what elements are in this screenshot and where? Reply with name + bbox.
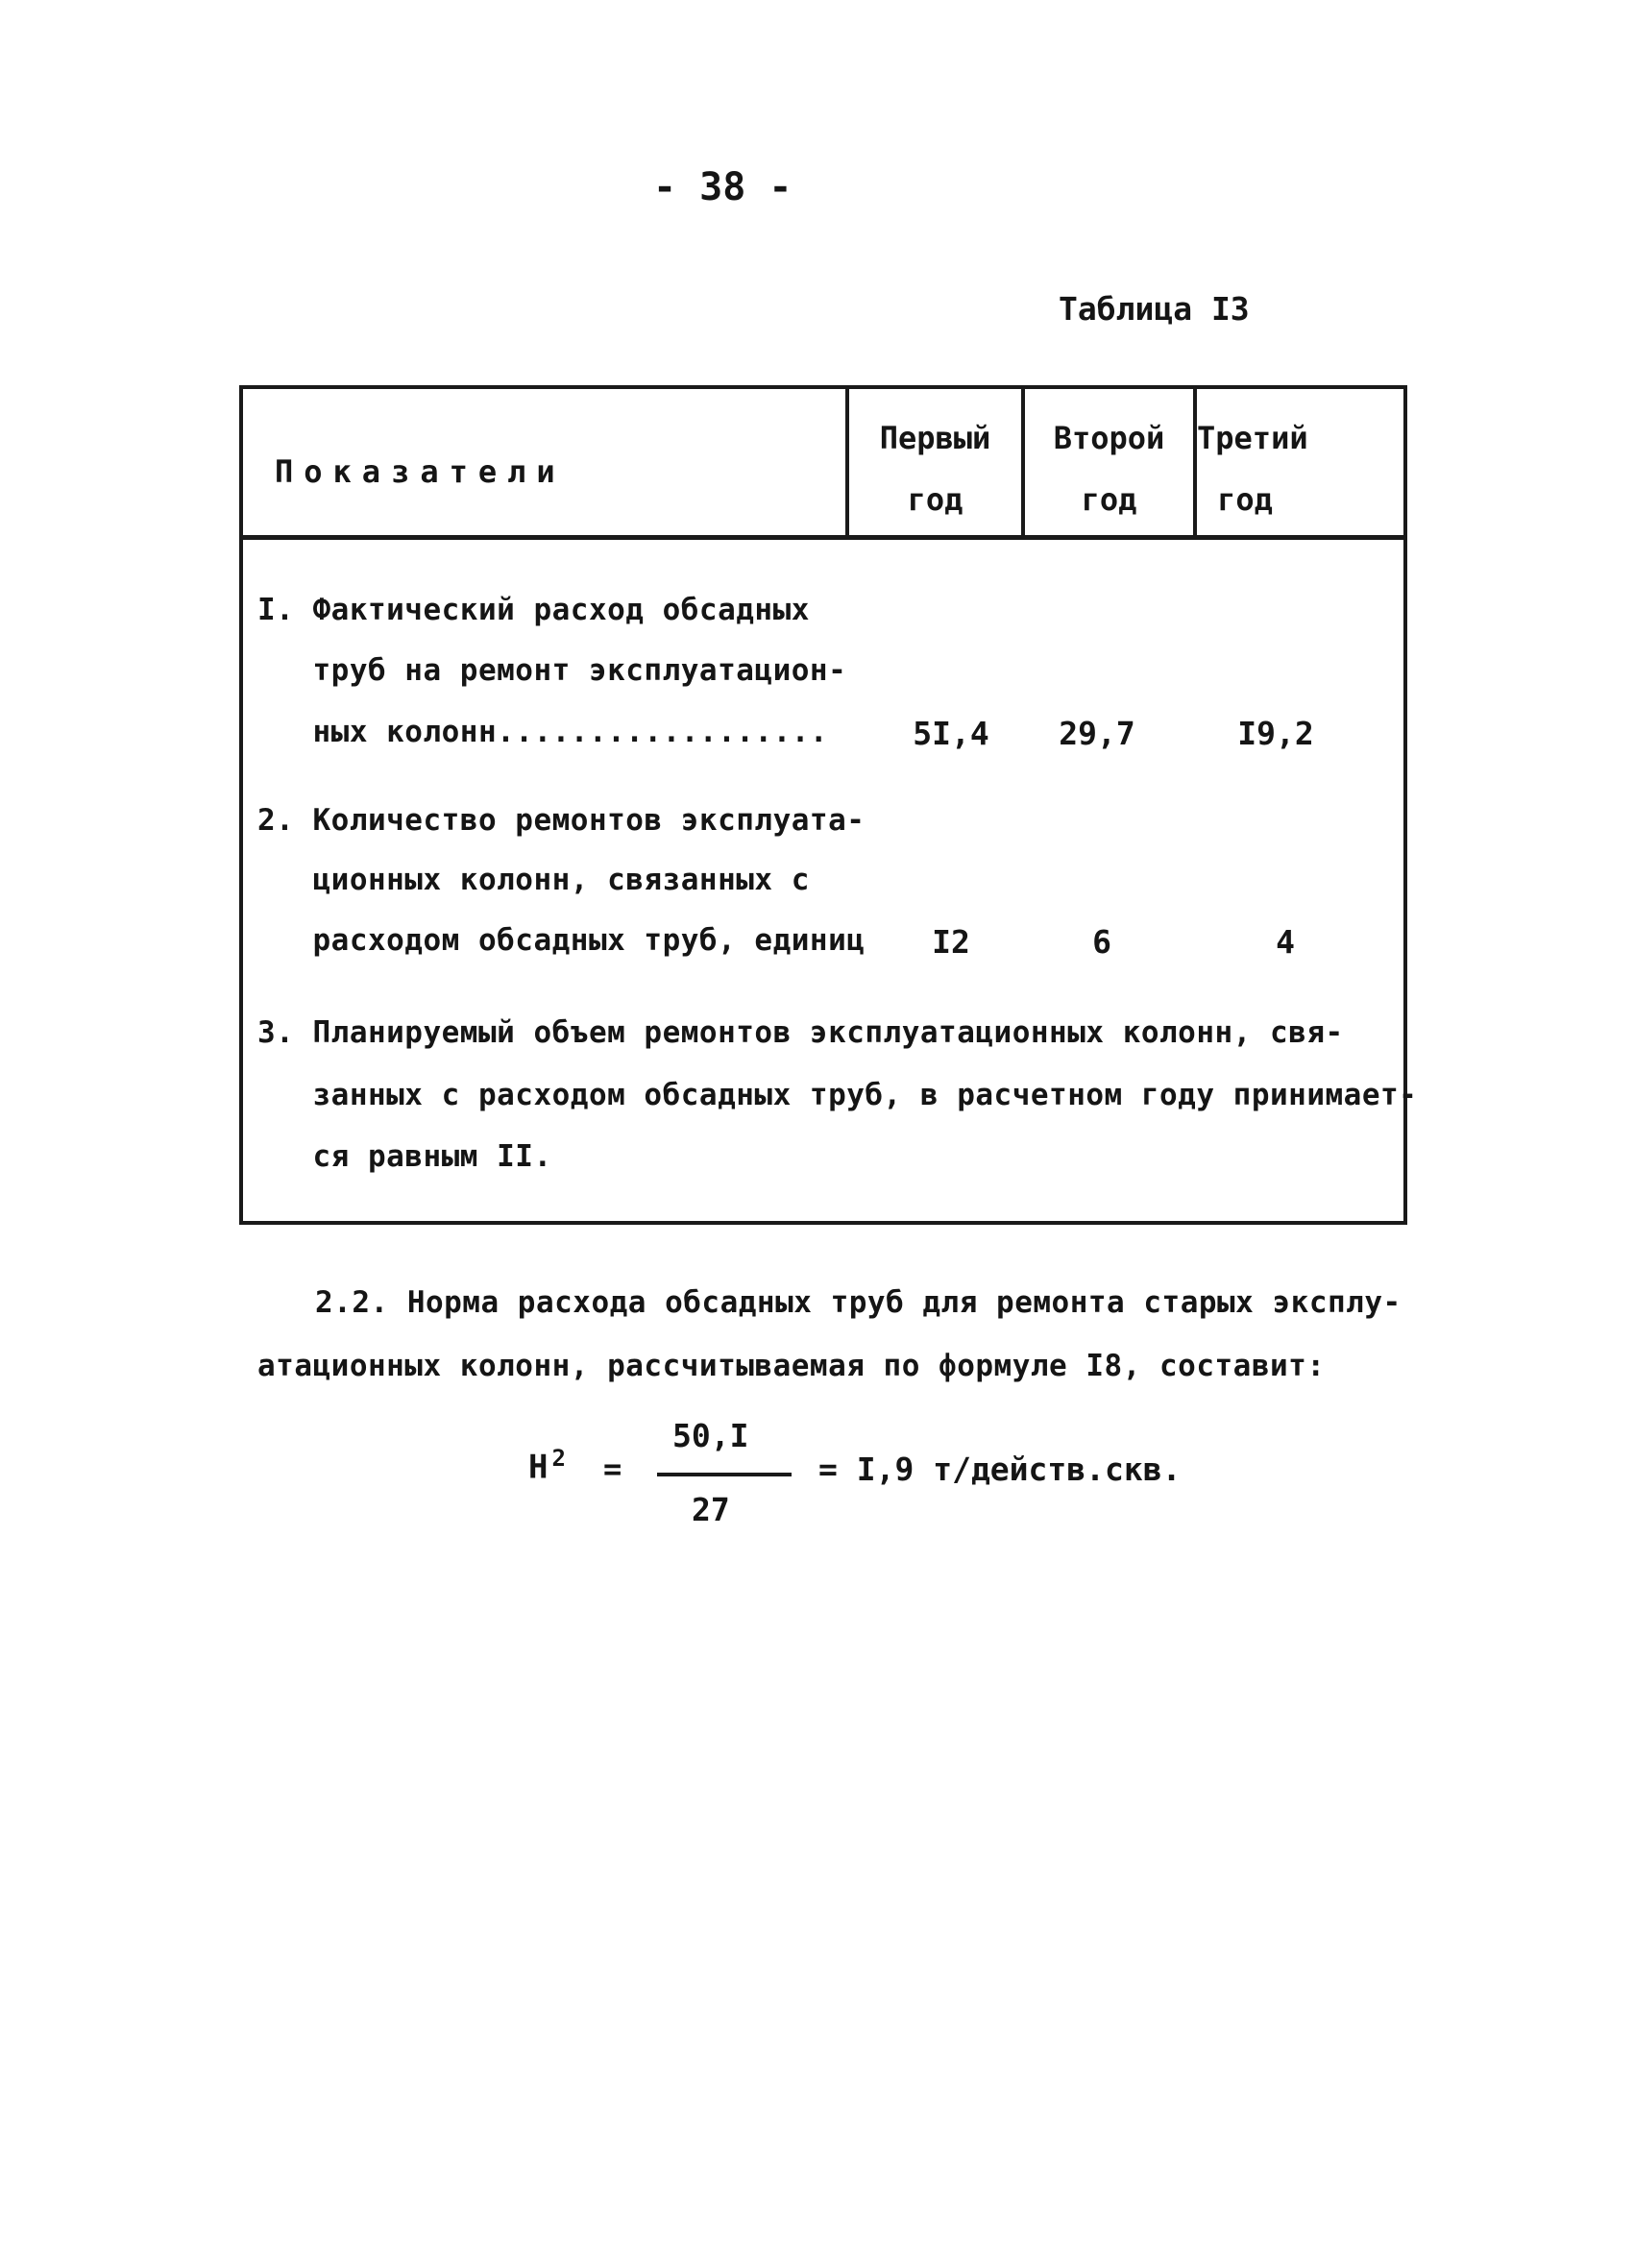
row1-line1: I. Фактический расход обсадных	[257, 593, 810, 627]
header-first-year	[849, 407, 1021, 530]
row2-third-year-value: 4	[1276, 923, 1295, 961]
row3-line2: занных с расходом обсадных труб, в расчетном году принимает-	[257, 1078, 1418, 1112]
row1-line2: труб на ремонт эксплуатацион-	[257, 653, 847, 688]
header-separator	[239, 535, 1407, 540]
header-third-year	[1197, 407, 1308, 530]
row3-line1: 3. Планируемый объем ремонтов эксплуатационных колонн, свя-	[257, 1015, 1344, 1050]
formula-symbol: Н	[528, 1448, 549, 1487]
row2-line3: расходом обсадных труб, единиц	[257, 923, 866, 958]
formula-result: = I,9 т/действ.скв.	[818, 1451, 1182, 1488]
header-indicators: Показатели	[275, 453, 566, 490]
fraction-bar	[657, 1473, 792, 1476]
header-second-year-line2: год	[1081, 481, 1137, 518]
row2-line2: ционных колонн, связанных с	[257, 863, 810, 897]
paragraph-line1: 2.2. Норма расхода обсадных труб для ремонта старых эксплу-	[315, 1285, 1402, 1320]
header-first-year-line1: Первый	[879, 420, 991, 456]
header-third-year-line1: Третий	[1197, 420, 1308, 456]
formula-numerator: 50,I	[672, 1417, 749, 1454]
header-second-year	[1025, 407, 1193, 530]
header-second-year-line1: Второй	[1053, 420, 1165, 456]
row1-second-year-value: 29,7	[1059, 715, 1135, 752]
formula-superscript: 2	[551, 1445, 566, 1472]
table-caption: Таблица I3	[1059, 290, 1250, 328]
paragraph-line2: атационных колонн, рассчитываемая по формуле I8, составит:	[257, 1349, 1326, 1383]
header-first-year-line2: год	[907, 481, 963, 518]
formula-denominator: 27	[692, 1491, 730, 1528]
row1-first-year-value: 5I,4	[913, 715, 989, 752]
page-number: - 38 -	[653, 165, 793, 209]
row3-line3: ся равным II.	[257, 1139, 552, 1174]
row2-second-year-value: 6	[1092, 923, 1111, 961]
row2-line1: 2. Количество ремонтов эксплуата-	[257, 803, 866, 838]
formula-equals: =	[603, 1451, 622, 1487]
header-third-year-line2: год	[1217, 481, 1273, 518]
row1-third-year-value: I9,2	[1237, 715, 1314, 752]
row1-line3: ных колонн..................	[257, 715, 829, 749]
formula-lhs	[528, 1445, 566, 1486]
row2-first-year-value: I2	[932, 923, 970, 961]
